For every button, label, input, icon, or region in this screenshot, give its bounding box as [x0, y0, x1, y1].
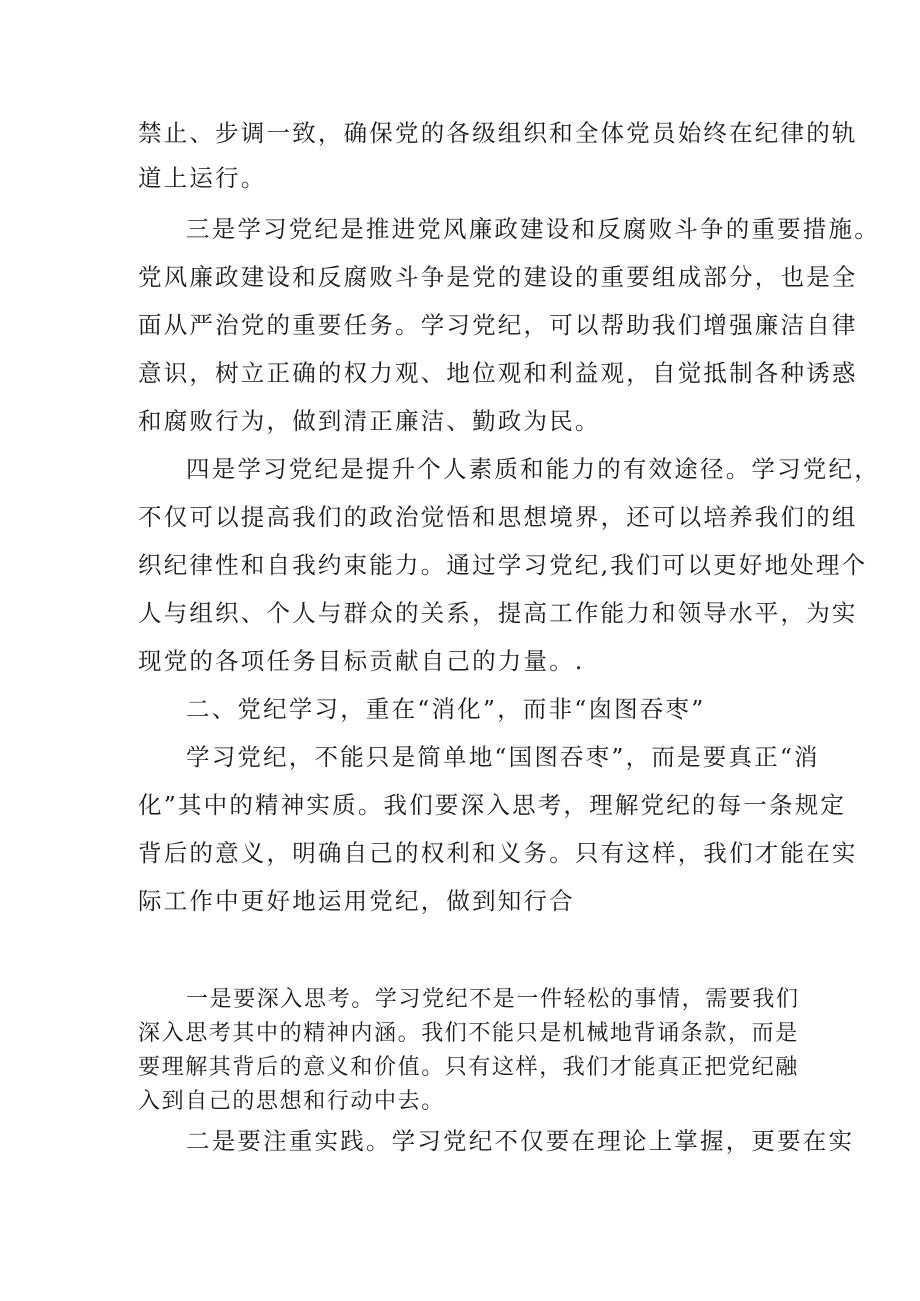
paragraph-start-line: 学习党纪，不能只是简单地“国图吞枣”，而是要真正“消 — [186, 743, 820, 771]
text-line: 背后的意义，明确自己的权利和义务。只有这样，我们才能在实 — [138, 839, 858, 867]
paragraph-start-line: 三是学习党纪是推进党风廉政建设和反腐败斗争的重要措施。 — [186, 215, 880, 243]
paragraph-start-line: 四是学习党纪是提升个人素质和能力的有效途径。学习党纪， — [186, 455, 880, 483]
text-line: 面从严治党的重要任务。学习党纪，可以帮助我们增强廉洁自律 — [138, 311, 858, 339]
text-line: 意识，树立正确的权力观、地位观和利益观，自觉抵制各种诱惑 — [138, 359, 858, 387]
text-line: 织纪律性和自我约束能力。通过学习党纪,我们可以更好地处理个 — [138, 551, 868, 579]
text-line: 党风廉政建设和反腐败斗争是党的建设的重要组成部分，也是全 — [138, 263, 858, 291]
text-line: 现党的各项任务目标贡献自己的力量。. — [138, 647, 585, 675]
text-line: 禁止、步调一致，确保党的各级组织和全体党员始终在纪律的轨 — [138, 119, 858, 147]
paragraph-start-line: 二是要注重实践。学习党纪不仅要在理论上掌握，更要在实 — [186, 1127, 855, 1155]
text-line: 要理解其背后的意义和价值。只有这样，我们才能真正把党纪融 — [138, 1055, 799, 1080]
text-line: 化”其中的精神实质。我们要深入思考，理解党纪的每一条规定 — [138, 791, 847, 819]
text-line: 深入思考其中的精神内涵。我们不能只是机械地背诵条款，而是 — [138, 1021, 799, 1046]
text-line: 和腐败行为，做到清正廉洁、勤政为民。 — [138, 407, 601, 435]
paragraph-start-line: 一是要深入思考。学习党纪不是一件轻松的事情，需要我们 — [186, 987, 800, 1012]
text-line: 不仅可以提高我们的政治觉悟和思想境界，还可以培养我们的组 — [138, 503, 858, 531]
text-line: 际工作中更好地运用党纪，做到知行合 — [138, 887, 575, 915]
text-line: 人与组织、个人与群众的关系，提高工作能力和领导水平，为实 — [138, 599, 858, 627]
section-heading: 二、党纪学习，重在“消化”，而非“囱图吞枣” — [186, 695, 706, 723]
text-line: 道上运行。 — [138, 164, 267, 192]
text-line: 入到自己的思想和行动中去。 — [138, 1089, 445, 1114]
